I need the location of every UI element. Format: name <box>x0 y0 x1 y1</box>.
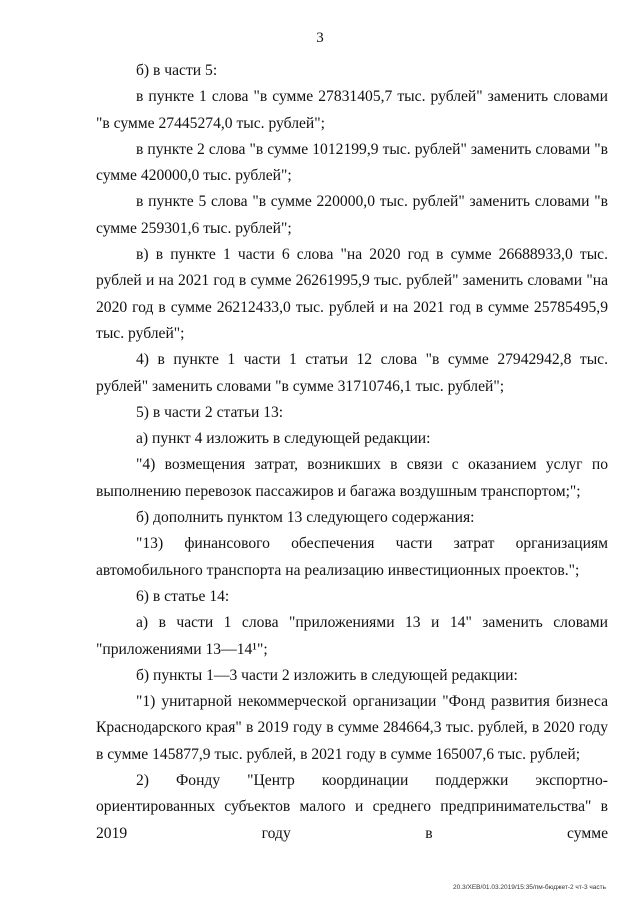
paragraph: 2) Фонду "Центр координации поддержки экспортно-ориентированных субъектов малого и среднего предпринимательства" в 2019 году в сумме <box>96 772 608 842</box>
paragraph: в пункте 5 слова "в сумме 220000,0 тыс. рублей" заменить словами "в сумме 259301,6 тыс. рублей"; <box>96 193 608 237</box>
document-footer: 20.3/ХЕВ/01.03.2019/15:35/пм-бюджет-2 чт-3 часть <box>453 884 606 891</box>
paragraph: "1) унитарной некоммерческой организации "Фонд развития бизнеса Краснодарского края" в 2019 году в сумме 284664,3 тыс. рублей, в 2020 году в сумме 145877,9 тыс. рублей, в 2021 году в сумме 165007,6 тыс. рублей; <box>96 693 608 763</box>
paragraph: в) в пункте 1 части 6 слова "на 2020 год в сумме 26688933,0 тыс. рублей и на 2021 год в сумме 26261995,9 тыс. рублей" заменить словами "на 2020 год в сумме 26212433,0 тыс. рублей и на 2021 год в сумме 25785495,9 тыс. рублей"; <box>96 246 608 342</box>
paragraph: б) в части 5: <box>136 62 218 79</box>
paragraph: а) в части 1 слова "приложениями 13 и 14" заменить словами "приложениями 13—14¹"; <box>96 614 608 658</box>
paragraph: "4) возмещения затрат, возникших в связи с оказанием услуг по выполнению перевозок пассажиров и багажа воздушным транспортом;"; <box>96 456 608 500</box>
paragraph: 6) в статье 14: <box>136 587 230 605</box>
paragraph: а) пункт 4 изложить в следующей редакции: <box>136 430 431 448</box>
paragraph: б) дополнить пунктом 13 следующего содержания: <box>136 509 475 527</box>
paragraph: б) пункты 1—3 части 2 изложить в следующей редакции: <box>136 666 518 684</box>
paragraph: в пункте 1 слова "в сумме 27831405,7 тыс. рублей" заменить словами "в сумме 27445274,0 тыс. рублей"; <box>96 88 608 132</box>
paragraph: 4) в пункте 1 части 1 статьи 12 слова "в сумме 27942942,8 тыс. рублей" заменить словами "в сумме 31710746,1 тыс. рублей"; <box>96 351 608 395</box>
paragraph: 5) в части 2 статьи 13: <box>136 403 284 421</box>
page-number: 3 <box>316 30 324 46</box>
paragraph: "13) финансового обеспечения части затрат организациям автомобильного транспорта на реализацию инвестиционных проектов."; <box>96 535 608 579</box>
document-body <box>96 58 608 847</box>
paragraph: в пункте 2 слова "в сумме 1012199,9 тыс. рублей" заменить словами "в сумме 420000,0 тыс. рублей"; <box>96 140 608 185</box>
